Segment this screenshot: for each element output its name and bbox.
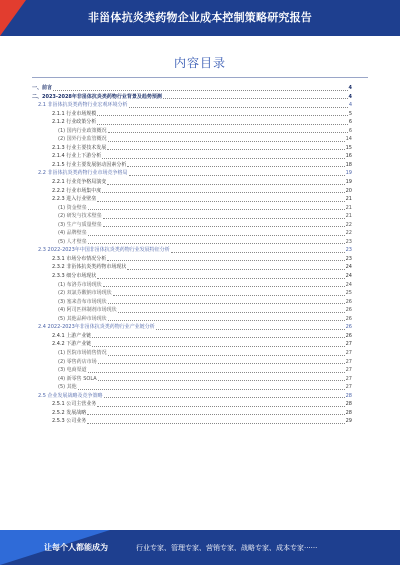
toc-entry[interactable] — [32, 366, 352, 375]
toc-entry-page: 23 — [345, 247, 352, 254]
toc-entry-title: 2.1.2 行业政策分析 — [52, 119, 97, 126]
toc-entry-title: (2) 国外行业监管概况 — [58, 136, 107, 143]
toc-entry-title: 2.1.4 行业上下游分析 — [52, 153, 102, 160]
toc-leader-dots — [107, 260, 344, 261]
toc-entry-title: 2.2.3 进入行业壁垒 — [52, 196, 97, 203]
toc-leader-dots — [129, 175, 345, 176]
toc-entry-page: 26 — [345, 324, 352, 331]
toc-entry[interactable] — [32, 315, 352, 324]
toc-entry-page: 28 — [345, 401, 352, 408]
toc-entry-title: (5) 其他品种市场现状 — [58, 315, 107, 322]
toc-leader-dots — [108, 141, 345, 142]
toc-entry[interactable] — [32, 383, 352, 392]
toc-leader-dots — [103, 286, 345, 287]
toc-leader-dots — [163, 98, 348, 99]
toc-leader-dots — [102, 158, 344, 159]
footer-audience: 行业专家、管理专家、营销专家、战略专家、成本专家······ — [136, 544, 318, 552]
toc-entry-title: 2.1.1 行业市场规模 — [52, 110, 97, 117]
toc-entry-page: 26 — [345, 315, 352, 322]
toc-entry-title: (4) 品牌壁垒 — [58, 230, 87, 237]
toc-entry-page: 20 — [345, 187, 352, 194]
toc-leader-dots — [92, 346, 344, 347]
toc-entry[interactable] — [32, 392, 352, 401]
toc-entry-page: 4 — [348, 85, 352, 91]
toc-leader-dots — [87, 414, 344, 415]
toc-entry-page: 25 — [345, 290, 352, 297]
toc-entry-title: (2) 研发与技术壁垒 — [58, 213, 102, 220]
toc-entry[interactable] — [32, 110, 352, 119]
toc-entry-page: 24 — [345, 273, 352, 280]
toc-entry-title: 2.5.1 公司主营业务 — [52, 401, 97, 408]
toc-entry[interactable] — [32, 144, 352, 153]
toc-leader-dots — [107, 184, 344, 185]
toc-entry[interactable] — [32, 169, 352, 178]
toc-leader-dots — [78, 389, 345, 390]
toc-entry-page: 19 — [345, 170, 352, 177]
toc-entry-title: 2.3.1 市场分布情况分析 — [52, 255, 107, 262]
toc-leader-dots — [108, 132, 348, 133]
toc-entry[interactable] — [32, 323, 352, 332]
toc-entry-title: 2.3.2 非甾体抗炎类药物市场现状 — [52, 264, 127, 271]
toc-entry-title: (2) 双氯芬酸钠市场现状 — [58, 290, 112, 297]
toc-entry-title: (5) 其他 — [58, 384, 77, 391]
toc-entry-page: 14 — [345, 136, 352, 143]
toc-entry-title: (1) 布洛芬市场现状 — [58, 281, 102, 288]
toc-leader-dots — [103, 226, 345, 227]
toc-entry[interactable] — [32, 238, 352, 247]
toc-entry-page: 6 — [348, 119, 352, 126]
toc-entry[interactable] — [32, 340, 352, 349]
toc-entry-title: (2) 零售药店市场 — [58, 358, 97, 365]
toc-leader-dots — [98, 363, 345, 364]
toc-entry[interactable] — [32, 332, 352, 341]
toc-entry-page: 27 — [345, 384, 352, 391]
toc-entry-title: 2.3.3 细分市场现状 — [52, 273, 97, 280]
report-title: 非甾体抗炎类药物企业成本控制策略研究报告 — [88, 11, 312, 24]
toc-entry-title: 2.5.3 公司业务 — [52, 418, 87, 425]
toc-entry-page: 15 — [345, 144, 352, 151]
toc-entry[interactable] — [32, 161, 352, 170]
toc-entry[interactable] — [32, 229, 352, 238]
toc-entry-title: 一、前言 — [32, 85, 53, 91]
toc-entry[interactable] — [32, 101, 352, 110]
toc-leader-dots — [88, 243, 345, 244]
toc-entry[interactable] — [32, 187, 352, 196]
footer-banner — [0, 530, 400, 565]
toc-leader-dots — [129, 107, 348, 108]
toc-leader-dots — [97, 124, 348, 125]
toc-entry-page: 28 — [345, 409, 352, 416]
toc-entry-title: 2.5.2 发展战略 — [52, 409, 87, 416]
toc-heading: 内容目录 — [173, 56, 226, 70]
toc-leader-dots — [88, 372, 345, 373]
toc-entry-title: (1) 医院市场销售情况 — [58, 349, 107, 356]
toc-entry-title: (3) 塞来昔布市场现状 — [58, 298, 107, 305]
table-of-contents — [32, 84, 352, 426]
toc-entry-page: 29 — [345, 418, 352, 425]
toc-entry-title: 2.2.2 行业市场集中度 — [52, 187, 102, 194]
toc-entry-title: 2.4 2022-2023年非甾体抗炎类药物行业产业链分析 — [38, 324, 155, 331]
toc-entry[interactable] — [32, 349, 352, 358]
toc-entry[interactable] — [32, 127, 352, 136]
toc-entry-title: 2.1.3 行业主要技术发展 — [52, 144, 107, 151]
toc-entry-page: 26 — [345, 307, 352, 314]
toc-entry-page: 28 — [345, 392, 352, 399]
toc-entry-page: 26 — [345, 298, 352, 305]
toc-entry-page: 27 — [345, 349, 352, 356]
toc-entry-page: 26 — [345, 332, 352, 339]
toc-entry-title: 2.2 非甾体抗炎类药物行业市场竞争格局 — [38, 170, 128, 177]
header-banner — [0, 0, 400, 36]
toc-leader-dots — [88, 235, 345, 236]
toc-entry[interactable] — [32, 84, 352, 93]
toc-entry-title: (3) 生产与质量壁垒 — [58, 221, 102, 228]
toc-leader-dots — [107, 149, 344, 150]
toc-entry[interactable] — [32, 263, 352, 272]
toc-entry-page: 21 — [345, 204, 352, 211]
toc-entry-title: 2.3 2022-2023年中国非甾体抗炎类药物行业发展特征分析 — [38, 247, 170, 254]
toc-entry-page: 24 — [345, 281, 352, 288]
toc-leader-dots — [97, 278, 344, 279]
toc-entry[interactable] — [32, 135, 352, 144]
toc-leader-dots — [53, 90, 348, 91]
toc-entry-page: 21 — [345, 213, 352, 220]
toc-leader-dots — [118, 312, 345, 313]
toc-entry-title: (1) 资金壁垒 — [58, 204, 87, 211]
toc-entry[interactable] — [32, 400, 352, 409]
toc-entry-title: (5) 人才壁垒 — [58, 238, 87, 245]
toc-entry-title: 2.1.5 行业主要发展驱动因素分析 — [52, 161, 127, 168]
toc-entry-title: 2.5 企业发展战略及竞争策略 — [38, 392, 103, 399]
toc-divider — [32, 77, 368, 78]
toc-entry-title: 2.4.2 下游产业链 — [52, 341, 92, 348]
toc-entry-title: (4) 新零售 SOLA — [58, 375, 97, 382]
toc-entry[interactable] — [32, 289, 352, 298]
toc-entry-page: 24 — [345, 264, 352, 271]
toc-leader-dots — [97, 201, 344, 202]
toc-entry-page: 22 — [345, 230, 352, 237]
toc-leader-dots — [103, 218, 345, 219]
toc-leader-dots — [97, 115, 348, 116]
toc-entry-page: 27 — [345, 367, 352, 374]
toc-leader-dots — [108, 320, 345, 321]
toc-entry-page: 23 — [345, 238, 352, 245]
toc-entry[interactable] — [32, 212, 352, 221]
toc-leader-dots — [87, 423, 344, 424]
toc-leader-dots — [171, 252, 345, 253]
toc-entry-page: 21 — [345, 196, 352, 203]
toc-entry-page: 27 — [345, 358, 352, 365]
toc-entry[interactable] — [32, 272, 352, 281]
toc-entry-title: 2.4.1 上游产业链 — [52, 332, 92, 339]
toc-leader-dots — [127, 269, 344, 270]
toc-leader-dots — [97, 406, 344, 407]
toc-leader-dots — [113, 295, 345, 296]
toc-entry-title: 2.1 非甾体抗炎类药物行业宏观环境分析 — [38, 102, 128, 109]
toc-entry[interactable] — [32, 221, 352, 230]
toc-entry-page: 16 — [345, 153, 352, 160]
toc-leader-dots — [98, 380, 345, 381]
toc-leader-dots — [156, 329, 345, 330]
toc-entry-page: 27 — [345, 375, 352, 382]
toc-entry[interactable] — [32, 178, 352, 187]
toc-entry[interactable] — [32, 375, 352, 384]
toc-entry-title: 二、2023-2028年非甾体抗炎类药物行业背景及趋势预测 — [32, 93, 162, 100]
toc-entry[interactable] — [32, 358, 352, 367]
toc-entry[interactable] — [32, 306, 352, 315]
toc-entry-page: 18 — [345, 161, 352, 168]
toc-entry-page: 19 — [345, 179, 352, 186]
toc-entry-page: 4 — [348, 102, 352, 109]
toc-leader-dots — [88, 209, 345, 210]
toc-entry-page: 4 — [348, 93, 352, 100]
toc-entry-title: 2.2.1 行业竞争格局演变 — [52, 179, 107, 186]
toc-entry-title: (1) 国内行业政策概况 — [58, 127, 107, 134]
toc-entry-page: 27 — [345, 341, 352, 348]
toc-entry[interactable] — [32, 298, 352, 307]
toc-entry[interactable] — [32, 118, 352, 127]
toc-leader-dots — [127, 166, 344, 167]
toc-entry[interactable] — [32, 152, 352, 161]
toc-entry[interactable] — [32, 255, 352, 264]
toc-leader-dots — [108, 303, 345, 304]
toc-leader-dots — [102, 192, 344, 193]
toc-entry[interactable] — [32, 204, 352, 213]
toc-entry-page: 22 — [345, 221, 352, 228]
footer-slogan: 让每个人都能成为 — [44, 543, 108, 552]
toc-entry[interactable] — [32, 93, 352, 102]
toc-entry[interactable] — [32, 195, 352, 204]
toc-entry-page: 6 — [348, 127, 352, 134]
toc-leader-dots — [108, 355, 345, 356]
toc-entry[interactable] — [32, 417, 352, 426]
toc-entry[interactable] — [32, 246, 352, 255]
toc-entry-page: 23 — [345, 255, 352, 262]
toc-leader-dots — [104, 397, 345, 398]
toc-entry[interactable] — [32, 409, 352, 418]
toc-entry[interactable] — [32, 281, 352, 290]
toc-entry-title: (4) 阿司匹林制剂市场现状 — [58, 307, 117, 314]
toc-entry-title: (3) 电商渠道 — [58, 367, 87, 374]
toc-entry-page: 5 — [348, 110, 352, 117]
toc-leader-dots — [92, 337, 344, 338]
